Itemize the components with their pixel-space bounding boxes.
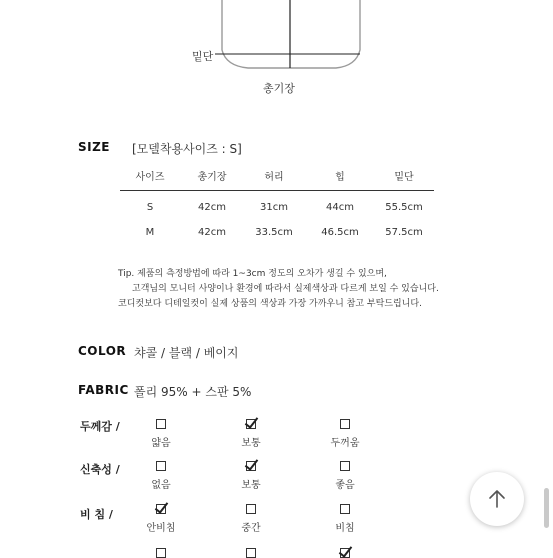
fabric-title: FABRIC xyxy=(78,383,129,397)
size-title: SIZE xyxy=(78,140,111,154)
scroll-to-top-button[interactable] xyxy=(470,472,524,526)
thickness-thin-checkbox xyxy=(156,419,166,429)
table-cell: 31cm xyxy=(260,202,288,213)
table-row xyxy=(120,227,440,243)
color-value: 챠콜 / 블랙 / 베이지 xyxy=(134,346,239,360)
tip-line: Tip. 제품의 측정방법에 따라 1~3cm 정도의 오차가 생길 수 있으며, xyxy=(118,269,387,279)
thickness-label: 두께감 / xyxy=(80,420,120,433)
header-cell: 허리 xyxy=(264,172,284,183)
next-row-checkbox xyxy=(340,548,350,558)
color-title: COLOR xyxy=(78,344,127,358)
table-cell: 57.5cm xyxy=(385,227,423,238)
stretch-option: 보통 xyxy=(241,480,261,491)
header-cell: 사이즈 xyxy=(135,172,165,183)
arrow-up-icon xyxy=(485,487,509,511)
stretch-option: 없음 xyxy=(151,480,171,491)
header-cell: 밑단 xyxy=(394,172,414,183)
sheer-medium-checkbox xyxy=(246,504,256,514)
stretch-option: 좋음 xyxy=(335,480,355,491)
scrollbar-thumb[interactable] xyxy=(544,488,549,528)
next-row-checkbox xyxy=(246,548,256,558)
thickness-normal-checkbox xyxy=(246,419,256,429)
sheer-option: 안비침 xyxy=(146,523,176,534)
thickness-thick-checkbox xyxy=(340,419,350,429)
next-row-checkbox xyxy=(156,548,166,558)
thickness-option: 얇음 xyxy=(151,438,171,449)
table-row xyxy=(120,202,440,218)
sheer-option: 중간 xyxy=(241,523,261,534)
header-cell: 힙 xyxy=(335,172,345,183)
stretch-label: 신축성 / xyxy=(80,463,120,476)
hem-label: 밑단 xyxy=(192,50,214,63)
fabric-value: 폴리 95% + 스판 5% xyxy=(134,385,252,399)
tip-line: 고객님의 모니터 사양이나 환경에 따라서 실제색상과 다르게 보일 수 있습니다. xyxy=(132,284,439,294)
table-cell: 33.5cm xyxy=(255,227,293,238)
length-label: 총기장 xyxy=(263,82,295,95)
tip-line: 코디컷보다 디테일컷이 실제 상품의 색상과 가장 가까우니 참고 부탁드립니다. xyxy=(118,299,422,309)
stretch-normal-checkbox xyxy=(246,461,256,471)
stretch-good-checkbox xyxy=(340,461,350,471)
sheer-label: 비 침 / xyxy=(80,508,113,521)
header-cell: 총기장 xyxy=(197,172,227,183)
table-cell: 44cm xyxy=(326,202,354,213)
table-cell: S xyxy=(146,202,154,213)
stretch-none-checkbox xyxy=(156,461,166,471)
size-table-header xyxy=(120,168,440,190)
table-cell: 46.5cm xyxy=(321,227,359,238)
size-table xyxy=(120,168,440,238)
sheer-option: 비침 xyxy=(335,523,355,534)
model-size-note: [모델착용사이즈 : S] xyxy=(132,142,242,156)
table-cell: 42cm xyxy=(198,227,226,238)
sheer-none-checkbox xyxy=(156,504,166,514)
thickness-option: 보통 xyxy=(241,438,261,449)
sheer-sheer-checkbox xyxy=(340,504,350,514)
table-cell: 55.5cm xyxy=(385,202,423,213)
table-divider xyxy=(120,190,434,191)
thickness-option: 두꺼움 xyxy=(330,438,360,449)
table-cell: M xyxy=(145,227,155,238)
table-cell: 42cm xyxy=(198,202,226,213)
